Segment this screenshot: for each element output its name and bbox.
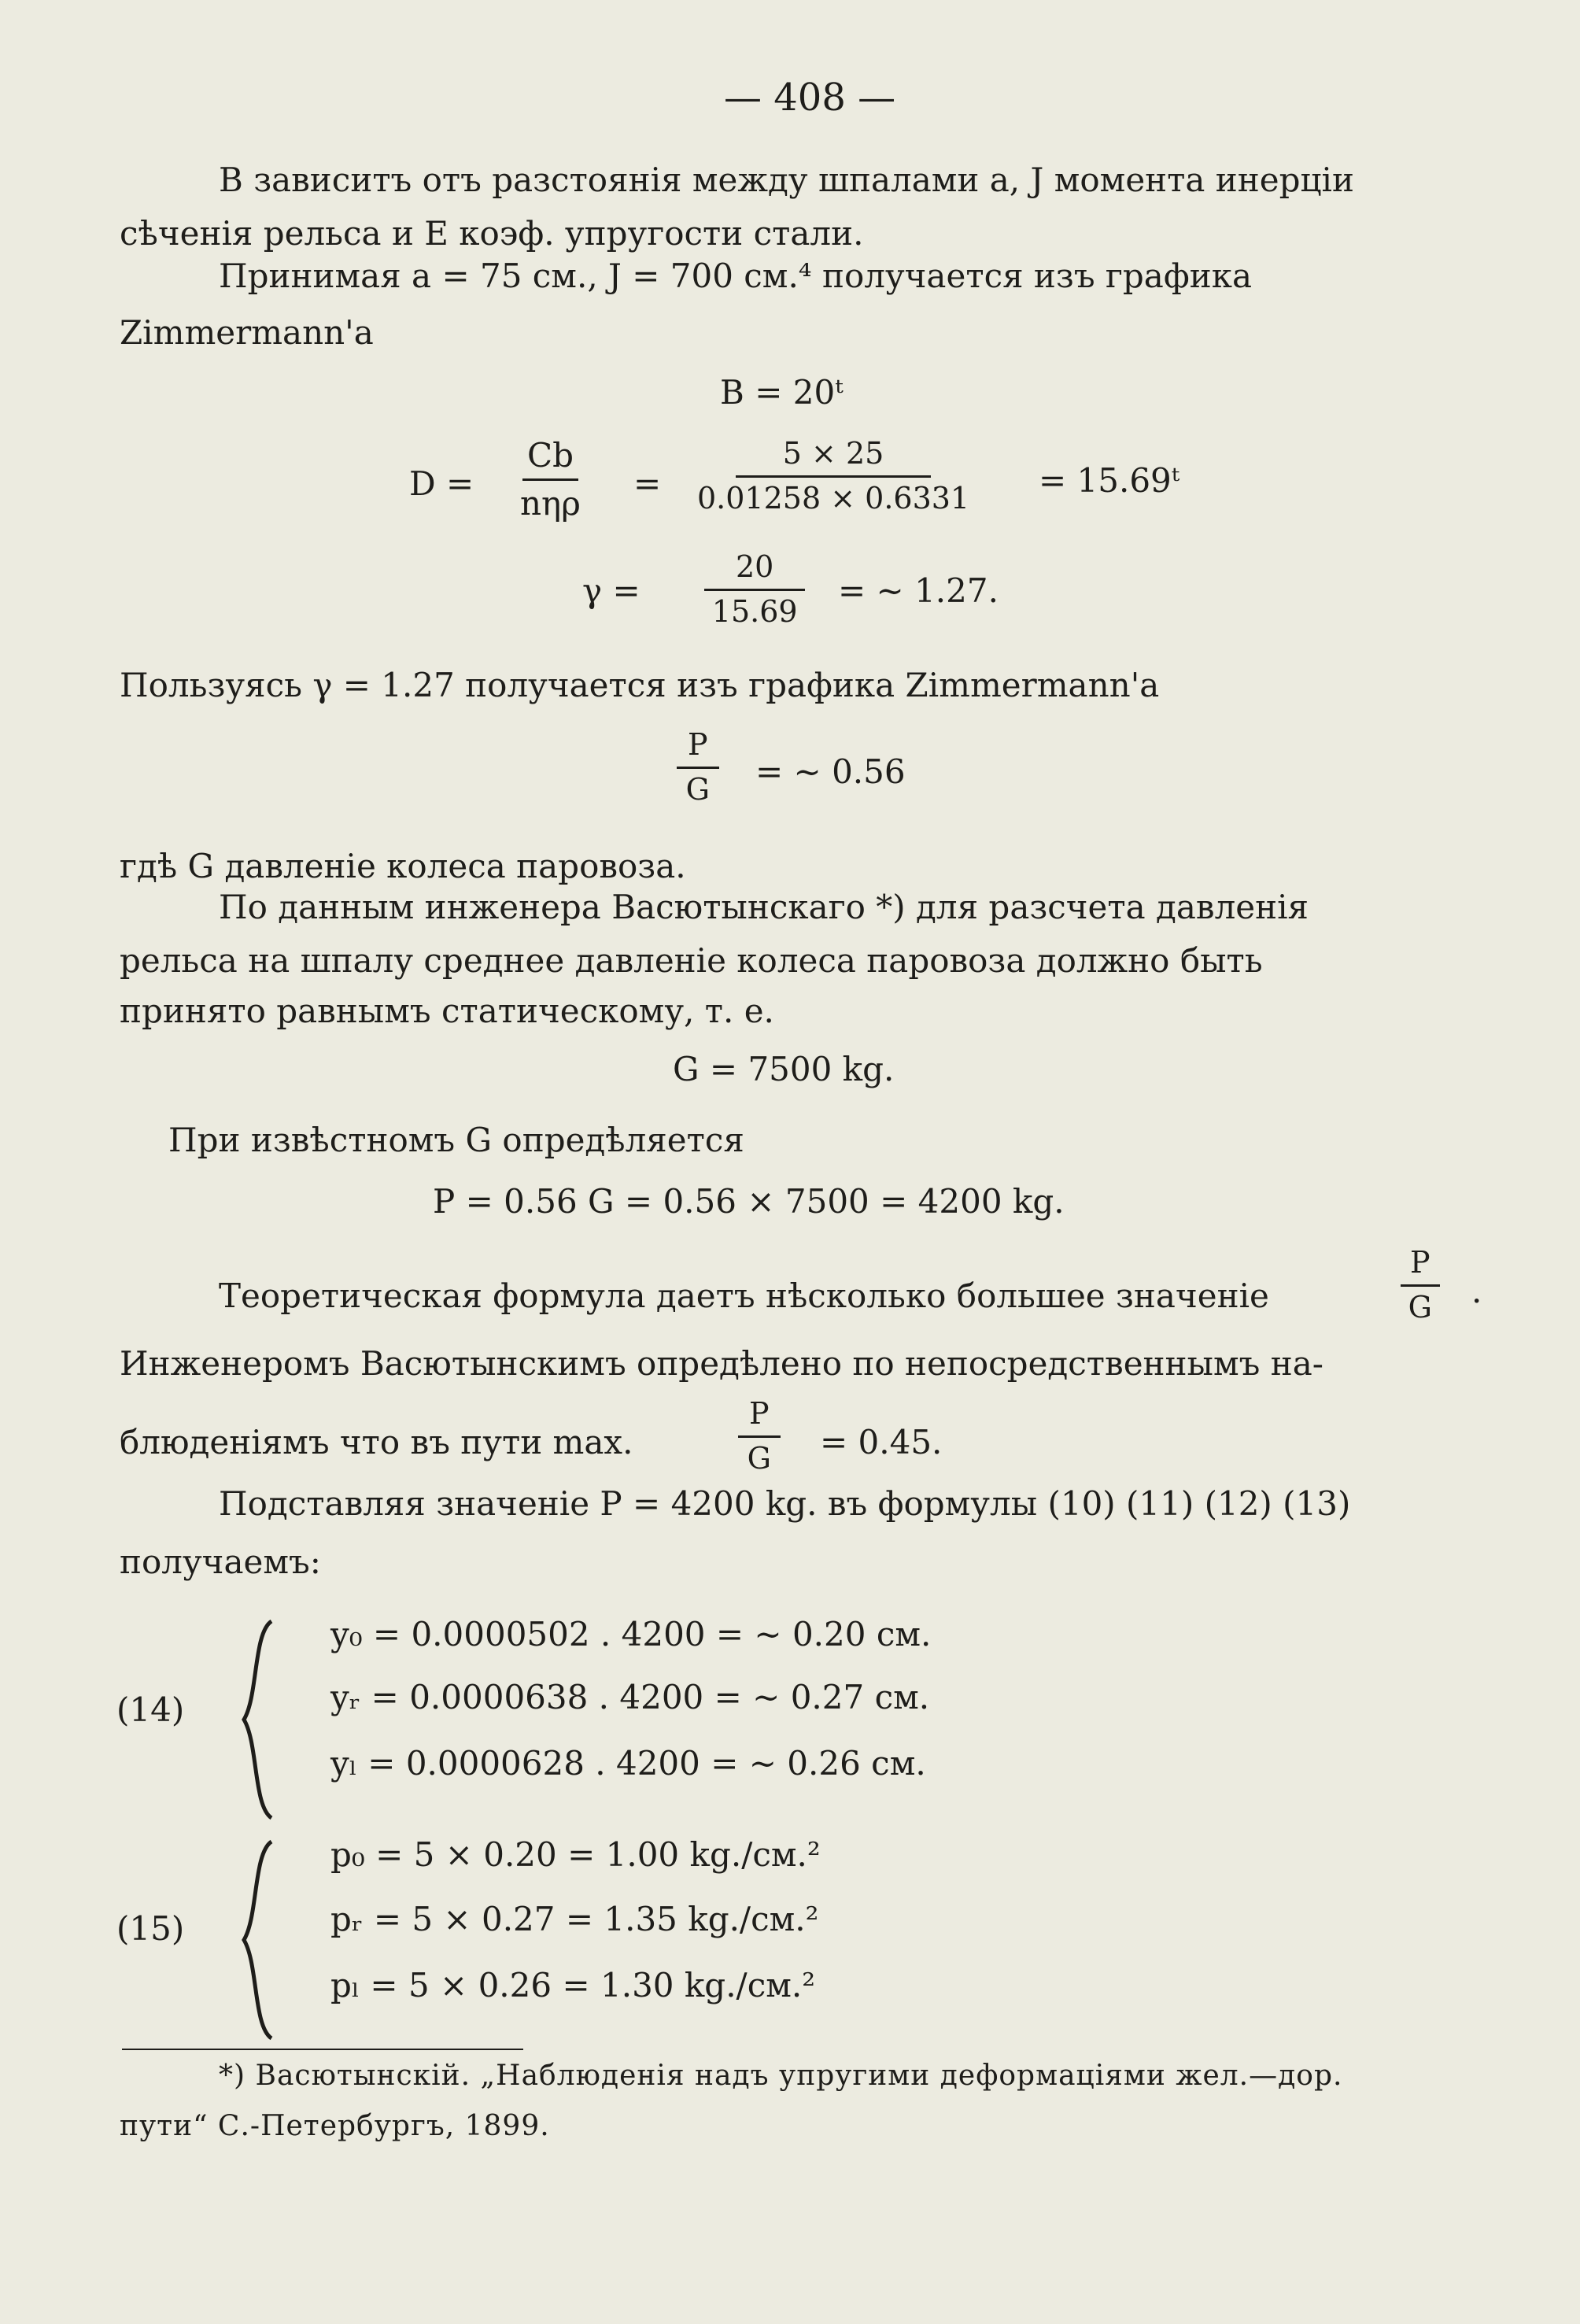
fraction1-numerator: Cb (522, 438, 578, 481)
para5-fraction (738, 1398, 781, 1476)
system15-row: p₀ = 5 ⨯ 0.20 = 1.00 kg./см.² (330, 1835, 821, 1874)
equation-B: B = 20ᵗ (720, 373, 844, 412)
para2-line2: Zimmermann'a (120, 313, 374, 352)
para4-denominator: G (1408, 1289, 1432, 1325)
para5-numerator: P (738, 1398, 781, 1438)
para5-denominator: G (747, 1440, 771, 1476)
equation-P: P = 0.56 G = 0.56 ⨯ 7500 = 4200 kg. (433, 1182, 1065, 1221)
PG-denominator: G (685, 771, 710, 807)
para1-line2: сѣченія рельса и E коэф. упругости стали. (120, 214, 864, 253)
fraction2-numerator: 5 ⨯ 25 (736, 438, 932, 478)
equation-D-lhs: D = (409, 464, 474, 503)
para4-fraction (1401, 1247, 1440, 1325)
equation-D-equals: = (633, 464, 662, 503)
system15-row: pᵣ = 5 ⨯ 0.27 = 1.35 kg./см.² (330, 1900, 819, 1938)
equation-gamma-rhs: = ~ 1.27. (838, 571, 999, 610)
para4-line1: Теоретическая формула даетъ нѣсколько большее значеніе (219, 1277, 1269, 1315)
gamma-numerator: 20 (704, 551, 805, 591)
equation-G: G = 7500 kg. (673, 1050, 895, 1088)
system14-row: yᵣ = 0.0000638 . 4200 = ~ 0.27 см. (330, 1678, 930, 1716)
para6-line1: Подставляя значеніе P = 4200 kg. въ формулы (10) (11) (12) (13) (219, 1484, 1351, 1523)
system15-label: (15) (116, 1909, 185, 1948)
system14-label: (14) (116, 1690, 185, 1729)
equation-gamma-lhs: γ = (582, 571, 640, 610)
para1-line1: В зависитъ отъ разстоянія между шпалами a, J момента инерціи (219, 161, 1354, 199)
footnote-line2: пути“ С.-Петербургъ, 1899. (120, 2110, 550, 2142)
para5-line2: блюденіямъ что въ пути max. (120, 1423, 633, 1461)
para2-line1: Принимая a = 75 см., J = 700 см.⁴ получается изъ графика (219, 257, 1252, 295)
line-known-G: При извѣстномъ G опредѣляется (168, 1121, 744, 1159)
equation-D-rhs: = 15.69ᵗ (1039, 461, 1180, 500)
equation-D-fraction1 (515, 438, 585, 522)
footnote-rule (122, 2049, 523, 2050)
para3-line2: рельса на шпалу среднее давленіе колеса паровоза должно быть (120, 941, 1263, 980)
equation-D-fraction2 (692, 438, 974, 515)
para4-numerator: P (1401, 1247, 1440, 1287)
para6-line2: получаемъ: (120, 1543, 321, 1581)
PG-numerator: P (677, 729, 719, 769)
para5-rhs: = 0.45. (820, 1423, 943, 1461)
line-using-gamma: Пользуясь γ = 1.27 получается изъ графика Zimmermann'a (120, 666, 1160, 704)
system14-brace (236, 1617, 283, 1822)
para3-line3: принято равнымъ статическому, т. е. (120, 992, 774, 1030)
page-number: — 408 — (724, 76, 896, 120)
footnote-line1: *) Васютынскій. „Наблюденія надъ упругими деформаціями жел.—дор. (219, 2060, 1343, 2092)
gamma-denominator: 15.69 (711, 593, 798, 629)
system14-row: y₀ = 0.0000502 . 4200 = ~ 0.20 см. (330, 1615, 932, 1653)
fraction2-denominator: 0.01258 ⨯ 0.6331 (697, 480, 970, 515)
equation-PG-rhs: = ~ 0.56 (755, 752, 906, 791)
para4-dot: . (1471, 1272, 1482, 1310)
equation-gamma-fraction (704, 551, 805, 629)
system14-row: yₗ = 0.0000628 . 4200 = ~ 0.26 см. (330, 1744, 926, 1783)
system15-brace (236, 1838, 283, 2042)
system15-row: pₗ = 5 ⨯ 0.26 = 1.30 kg./см.² (330, 1966, 816, 2004)
para3-line1: По данным инженера Васютынскаго *) для разсчета давленія (219, 888, 1309, 926)
para5-line1: Инженеромъ Васютынскимъ опредѣлено по непосредственнымъ на- (120, 1344, 1323, 1383)
equation-PG-fraction (677, 729, 719, 807)
line-where-G: гдѣ G давленіе колеса паровоза. (120, 847, 686, 885)
fraction1-denominator: nηρ (520, 484, 581, 523)
